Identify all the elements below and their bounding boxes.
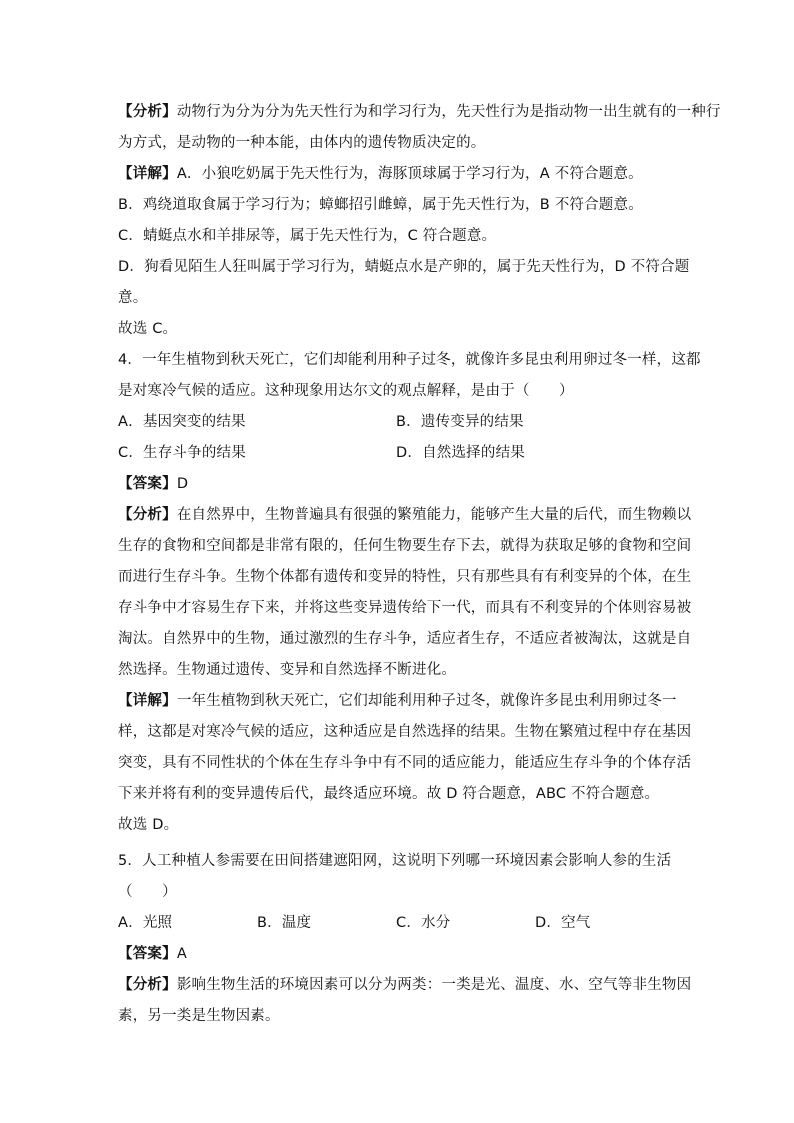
q5-option-a: A．光照 <box>118 915 173 931</box>
q4-detail-line-3: 突变，具有不同性状的个体在生存斗争中有不同的适应能力，能适应生存斗争的个体存活 <box>118 755 692 771</box>
q4-option-b: B．遗传变异的结果 <box>396 414 524 430</box>
q5-analysis-line-2: 素，另一类是生物因素。 <box>118 1008 280 1024</box>
q4-detail-line-2: 样，这都是对寒冷气候的适应，这种适应是自然选择的结果。生物在繁殖过程中存在基因 <box>118 724 692 740</box>
q3-detail-line <box>118 164 643 184</box>
q3-analysis-text: 动物行为分为分为先天性行为和学习行为，先天性行为是指动物一出生就有的一种行 <box>176 104 721 120</box>
q4-analysis-line-6: 然选择。生物通过遗传、变异和自然选择不断进化。 <box>118 662 457 678</box>
q3-analysis-line <box>118 102 721 122</box>
q4-answer-line <box>118 474 188 494</box>
detail-tag: 【详解】 <box>118 166 177 182</box>
q4-analysis-line-5: 淘汰。自然界中的生物，通过激烈的生存斗争，适应者生存，不适应者被淘汰，这就是自 <box>118 631 692 647</box>
q4-analysis-line-3: 而进行生存斗争。生物个体都有遗传和变异的特性，只有那些具有有利变异的个体，在生 <box>118 569 692 585</box>
q4-detail-line <box>118 691 677 711</box>
q4-detail-text: 一年生植物到秋天死亡，它们却能利用种子过冬，就像许多昆虫利用卵过冬一 <box>176 693 677 709</box>
analysis-tag: 【分析】 <box>118 977 177 993</box>
q4-stem: 4．一年生植物到秋天死亡，它们却能利用种子过冬，就像许多昆虫利用卵过冬一样，这都 <box>118 352 701 368</box>
q3-analysis-line-2: 为方式，是动物的一种本能，由体内的遗传物质决定的。 <box>118 135 486 151</box>
analysis-tag: 【分析】 <box>118 104 177 120</box>
answer-tag: 【答案】 <box>118 476 177 492</box>
q3-detail-b: B．鸡绕道取食属于学习行为；蟑螂招引雌蟑，属于先天性行为，B 不符合题意。 <box>118 197 643 213</box>
answer-tag: 【答案】 <box>118 946 177 962</box>
q4-stem-2: 是对寒冷气候的适应。这种现象用达尔文的观点解释，是由于（ ） <box>118 383 574 399</box>
q5-answer-line <box>118 944 187 964</box>
q5-stem: 5．人工种植人参需要在田间搭建遮阳网，这说明下列哪一环境因素会影响人参的生活 <box>118 853 672 869</box>
q3-detail-c: C．蜻蜓点水和羊排尿等，属于先天性行为，C 符合题意。 <box>118 228 497 244</box>
q3-detail-a: A．小狼吃奶属于先天性行为，海豚顶球属于学习行为，A 不符合题意。 <box>176 166 643 182</box>
detail-tag: 【详解】 <box>118 693 177 709</box>
q4-analysis-line <box>118 505 691 525</box>
q5-analysis-line <box>118 975 691 995</box>
q5-option-b: B．温度 <box>257 915 312 931</box>
q4-choose: 故选 D。 <box>118 817 179 833</box>
q3-detail-d: D．狗看见陌生人狂叫属于学习行为，蜻蜓点水是产卵的，属于先天性行为，D 不符合题 <box>118 259 690 275</box>
q4-answer: D <box>176 476 189 492</box>
q4-analysis-line-4: 存斗争中才容易生存下来，并将这些变异遗传给下一代，而具有不利变异的个体则容易被 <box>118 600 692 616</box>
analysis-tag: 【分析】 <box>118 507 177 523</box>
q4-option-d: D．自然选择的结果 <box>396 445 525 461</box>
q3-choose: 故选 C。 <box>118 321 178 337</box>
q4-analysis-line-2: 生存的食物和空间都是非常有限的，任何生物要生存下去，就得为获取足够的食物和空间 <box>118 538 692 554</box>
q4-option-a: A．基因突变的结果 <box>118 414 246 430</box>
q5-answer: A <box>176 946 187 962</box>
q4-detail-line-4: 下来并将有利的变异遗传后代，最终适应环境。故 D 符合题意，ABC 不符合题意。 <box>118 786 660 802</box>
q4-option-c: C．生存斗争的结果 <box>118 445 246 461</box>
q5-option-d: D．空气 <box>535 915 591 931</box>
q5-analysis-text: 影响生物生活的环境因素可以分为两类：一类是光、温度、水、空气等非生物因 <box>176 977 692 993</box>
q3-detail-d-cont: 意。 <box>118 290 148 306</box>
q5-option-c: C．水分 <box>396 915 451 931</box>
q4-analysis-text: 在自然界中，生物普遍具有很强的繁殖能力，能够产生大量的后代，而生物赖以 <box>176 507 692 523</box>
q5-stem-2: （ ） <box>118 884 177 900</box>
